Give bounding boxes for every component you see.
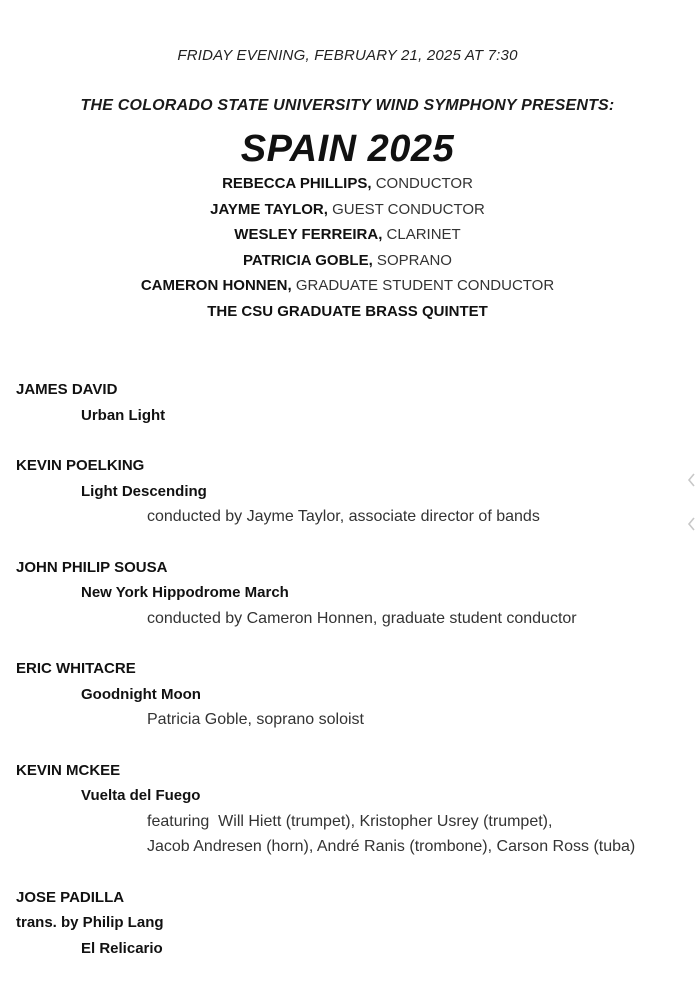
work-title: Light Descending	[81, 482, 207, 500]
credit-line	[0, 174, 695, 200]
composer-name: ERIC WHITACRE	[16, 660, 136, 677]
credit-role: GRADUATE STUDENT CONDUCTOR	[291, 277, 555, 294]
program-item	[16, 761, 686, 863]
credit-line	[0, 225, 695, 251]
performance-note: conducted by Cameron Honnen, graduate student conductor	[147, 609, 577, 627]
credit-line	[0, 200, 695, 226]
performance-note: conducted by Jayme Taylor, associate director of bands	[147, 508, 540, 525]
performance-note: featuring Will Hiett (trumpet), Kristopher Usrey (trumpet),	[147, 812, 553, 830]
work-title: Vuelta del Fuego	[81, 787, 201, 804]
credit-name: THE CSU GRADUATE BRASS QUINTET	[207, 302, 488, 320]
program-list	[16, 380, 686, 989]
credit-name: JAYME TAYLOR,	[210, 200, 328, 218]
credit-role: GUEST CONDUCTOR	[327, 200, 485, 218]
composer-name: KEVIN MCKEE	[16, 761, 121, 779]
composer-name: JAMES DAVID	[16, 381, 118, 398]
credit-role: SOPRANO	[372, 251, 452, 269]
credit-role: CONDUCTOR	[371, 175, 473, 192]
arranger-credit: trans. by Philip Lang	[16, 914, 164, 931]
program-item	[16, 380, 686, 431]
credit-name: PATRICIA GOBLE,	[243, 251, 373, 269]
program-item	[16, 456, 686, 533]
credit-name: WESLEY FERREIRA,	[234, 226, 383, 243]
credit-line	[0, 302, 695, 328]
work-title: New York Hippodrome March	[81, 584, 289, 601]
credit-line	[0, 251, 695, 277]
composer-name: JOSE PADILLA	[16, 888, 125, 906]
program-item	[16, 558, 686, 635]
credit-line	[0, 276, 695, 302]
program-item	[16, 659, 686, 736]
work-title: Urban Light	[81, 406, 166, 424]
performance-note: Jacob Andresen (horn), André Ranis (trombone), Carson Ross (tuba)	[147, 838, 636, 855]
composer-name: KEVIN POELKING	[16, 457, 145, 474]
credit-name: CAMERON HONNEN,	[140, 277, 292, 294]
composer-name: JOHN PHILIP SOUSA	[16, 558, 168, 576]
credit-name: REBECCA PHILLIPS,	[222, 175, 372, 192]
credit-role: CLARINET	[382, 226, 461, 243]
performance-note: Patricia Goble, soprano soloist	[147, 711, 364, 728]
program-item	[16, 888, 686, 965]
work-title: El Relicario	[81, 939, 163, 957]
presents-line: THE COLORADO STATE UNIVERSITY WIND SYMPHONY PRESENTS:	[80, 97, 615, 114]
work-title: Goodnight Moon	[81, 685, 201, 703]
concert-title: SPAIN 2025	[240, 128, 455, 170]
chevron-left-icon	[687, 517, 695, 531]
date-line: FRIDAY EVENING, FEBRUARY 21, 2025 AT 7:30	[177, 47, 518, 64]
credits-list	[0, 174, 695, 327]
chevron-left-icon	[687, 473, 695, 487]
